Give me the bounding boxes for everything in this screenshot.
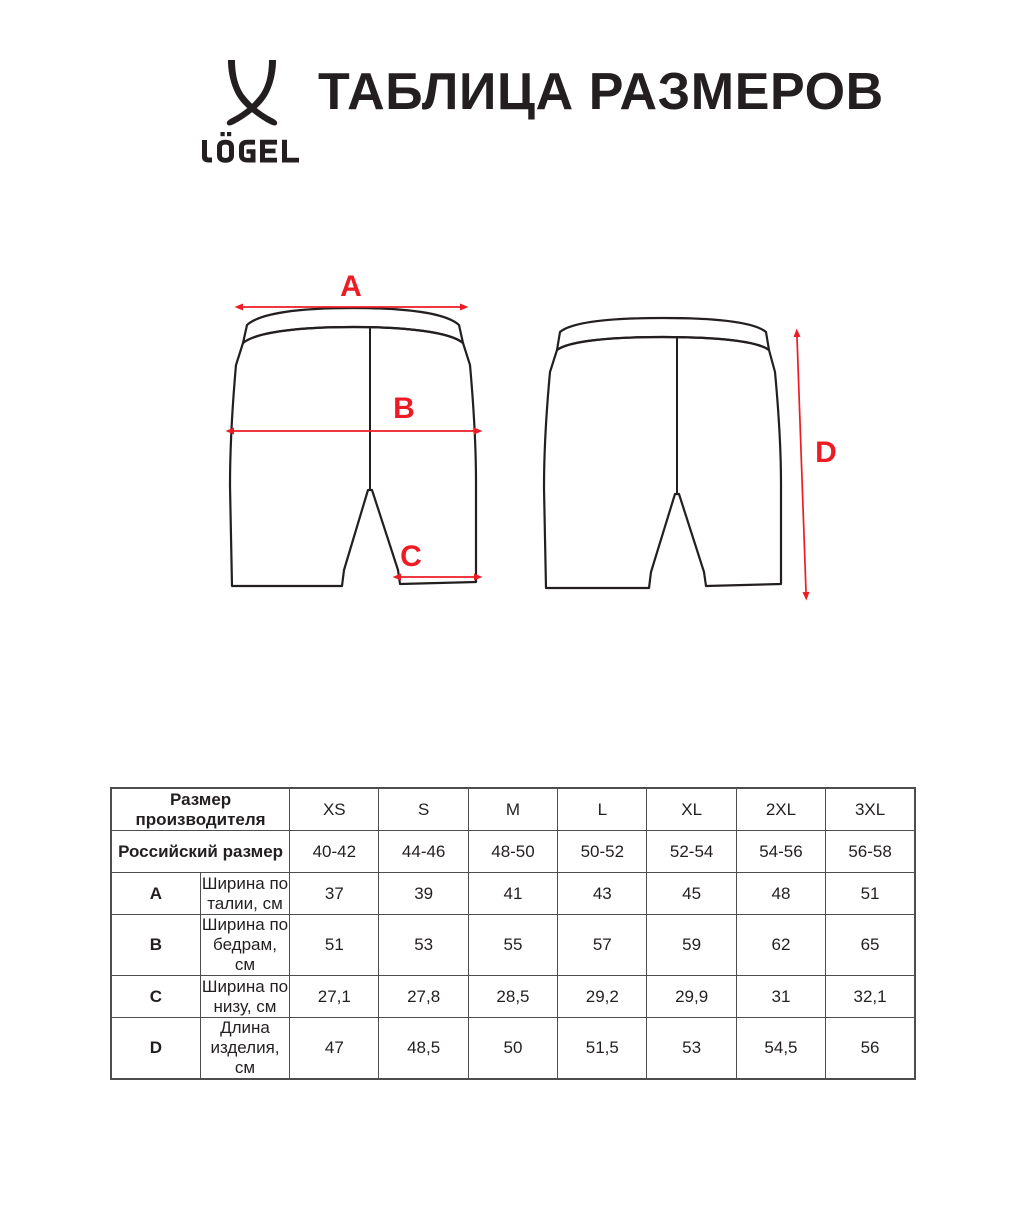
dimension-a bbox=[243, 270, 460, 307]
row-letter-c: C bbox=[111, 976, 200, 1018]
manufacturer-size-2xl: 2XL bbox=[736, 788, 825, 831]
dimension-d-label: D bbox=[815, 436, 837, 469]
row-c-xs: 27,1 bbox=[290, 976, 379, 1018]
row-d-xs: 47 bbox=[290, 1018, 379, 1080]
row-a-s: 39 bbox=[379, 873, 468, 915]
dimension-d bbox=[797, 337, 837, 592]
row-label-c: Ширина по низу, см bbox=[201, 976, 289, 1016]
manufacturer-size-3xl: 3XL bbox=[826, 788, 915, 831]
table-row-d bbox=[111, 1018, 915, 1080]
russian-size-xl: 52-54 bbox=[647, 831, 736, 873]
russian-size-xs: 40-42 bbox=[290, 831, 379, 873]
row-b-m: 55 bbox=[468, 915, 557, 976]
russian-size-m: 48-50 bbox=[468, 831, 557, 873]
row-a-3xl: 51 bbox=[826, 873, 915, 915]
row-d-2xl: 54,5 bbox=[736, 1018, 825, 1080]
russian-size-3xl: 56-58 bbox=[826, 831, 915, 873]
row-c-s: 27,8 bbox=[379, 976, 468, 1018]
manufacturer-size-l: L bbox=[558, 788, 647, 831]
row-b-3xl: 65 bbox=[826, 915, 915, 976]
dimension-a-label: A bbox=[340, 270, 362, 303]
row-c-2xl: 31 bbox=[736, 976, 825, 1018]
russian-size-l: 50-52 bbox=[558, 831, 647, 873]
table-row-b bbox=[111, 915, 915, 976]
row-c-3xl: 32,1 bbox=[826, 976, 915, 1018]
row-c-m: 28,5 bbox=[468, 976, 557, 1018]
shorts-measurement-diagram bbox=[0, 250, 1024, 670]
jogel-logo bbox=[200, 58, 304, 166]
russian-size-header: Российский размер bbox=[111, 831, 290, 873]
row-letter-d: D bbox=[111, 1018, 200, 1080]
russian-size-s: 44-46 bbox=[379, 831, 468, 873]
jogel-crossed-v-logo-icon bbox=[212, 58, 292, 130]
size-table-container bbox=[110, 787, 916, 1080]
row-a-m: 41 bbox=[468, 873, 557, 915]
size-table-body bbox=[111, 788, 915, 1079]
table-row-russian-size bbox=[111, 831, 915, 873]
row-c-xl: 29,9 bbox=[647, 976, 736, 1018]
row-label-a: Ширина по талии, см bbox=[201, 873, 289, 913]
manufacturer-size-xl: XL bbox=[647, 788, 736, 831]
jogel-wordmark-icon bbox=[200, 130, 304, 164]
manufacturer-size-s: S bbox=[379, 788, 468, 831]
page-header bbox=[0, 0, 1024, 190]
dimension-b bbox=[234, 392, 474, 431]
row-b-xl: 59 bbox=[647, 915, 736, 976]
row-d-l: 51,5 bbox=[558, 1018, 647, 1080]
row-a-2xl: 48 bbox=[736, 873, 825, 915]
row-b-xs: 51 bbox=[290, 915, 379, 976]
row-letter-b: B bbox=[111, 915, 200, 976]
row-label-d: Длина изделия, см bbox=[200, 1018, 289, 1080]
dimension-b-label: B bbox=[393, 392, 415, 425]
row-a-xl: 45 bbox=[647, 873, 736, 915]
row-d-xl: 53 bbox=[647, 1018, 736, 1080]
row-b-2xl: 62 bbox=[736, 915, 825, 976]
table-row-a bbox=[111, 873, 915, 915]
dimension-c-label: C bbox=[400, 540, 422, 573]
shorts-front-view bbox=[230, 308, 476, 586]
manufacturer-size-header: Размер производителя bbox=[111, 788, 290, 831]
size-table bbox=[110, 787, 916, 1080]
row-a-xs: 37 bbox=[290, 873, 379, 915]
row-a-l: 43 bbox=[558, 873, 647, 915]
row-b-l: 57 bbox=[558, 915, 647, 976]
table-row-manufacturer-size bbox=[111, 788, 915, 831]
row-d-m: 50 bbox=[468, 1018, 557, 1080]
table-row-c bbox=[111, 976, 915, 1018]
row-d-3xl: 56 bbox=[826, 1018, 915, 1080]
dimension-c bbox=[400, 540, 474, 577]
row-c-l: 29,2 bbox=[558, 976, 647, 1018]
manufacturer-size-m: M bbox=[468, 788, 557, 831]
row-letter-a: A bbox=[111, 873, 200, 915]
row-d-s: 48,5 bbox=[379, 1018, 468, 1080]
manufacturer-size-xs: XS bbox=[290, 788, 379, 831]
shorts-back-view bbox=[544, 318, 781, 588]
row-b-s: 53 bbox=[379, 915, 468, 976]
row-label-b: Ширина по бедрам, см bbox=[201, 915, 289, 974]
russian-size-2xl: 54-56 bbox=[736, 831, 825, 873]
page-title: ТАБЛИЦА РАЗМЕРОВ bbox=[318, 63, 884, 121]
